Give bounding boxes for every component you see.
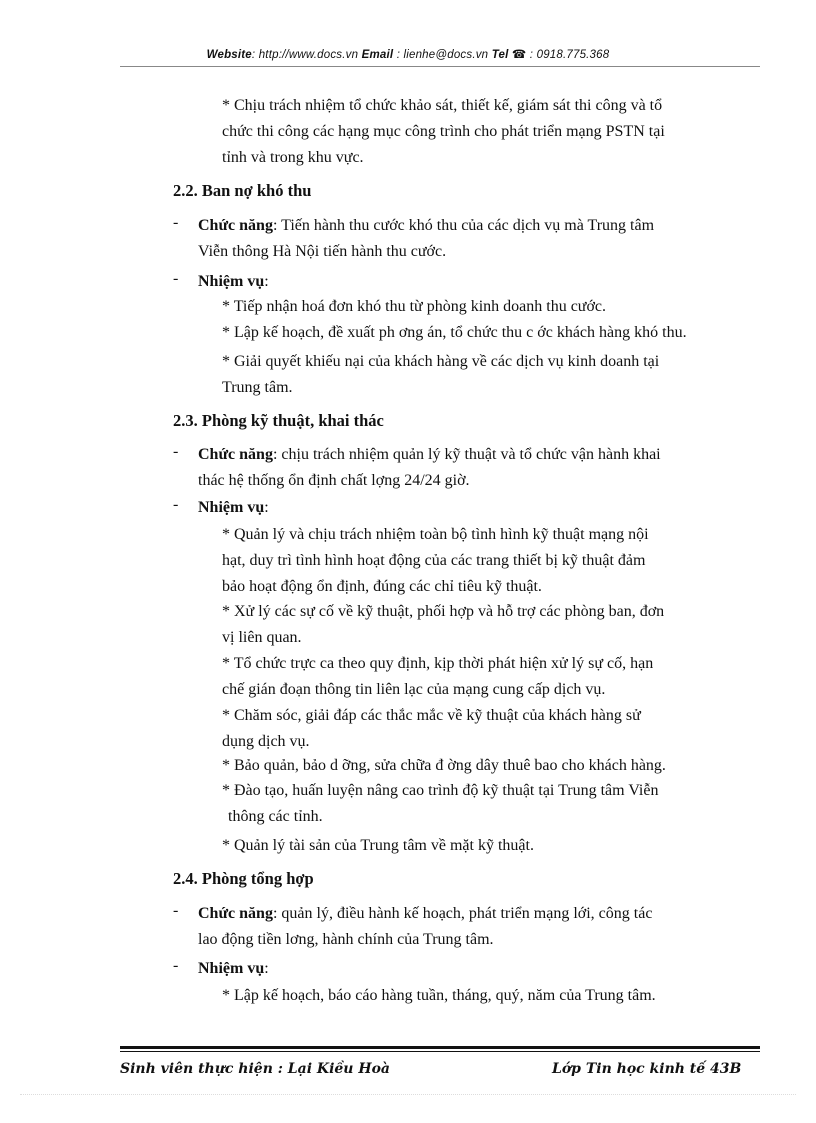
footer-rule-thick bbox=[120, 1046, 760, 1049]
s22-nhiem-vu bbox=[198, 269, 269, 295]
s22-item-3: * Giải quyết khiếu nại của khách hàng về các dịch vụ kinh doanh tại bbox=[222, 353, 660, 370]
s23-item-5: * Bảo quản, bảo d ỡng, sửa chữa đ ờng dây thuê bao cho khách hàng. bbox=[222, 757, 666, 774]
s23-chuc-nang-line-1 bbox=[198, 442, 661, 468]
s23-item-1-cont: hạt, duy trì tình hình hoạt động của các trang thiết bị kỹ thuật đảm bbox=[222, 552, 646, 569]
header-rule bbox=[120, 66, 760, 67]
nhiem-vu-label: Nhiệm vụ bbox=[198, 499, 265, 516]
intro-line-1: * Chịu trách nhiệm tổ chức khảo sát, thiết kế, giám sát thi công và tổ bbox=[222, 97, 663, 114]
section-heading-2-2: 2.2. Ban nợ khó thu bbox=[173, 181, 312, 200]
s24-item-1: * Lập kế hoạch, báo cáo hàng tuần, tháng, quý, năm của Trung tâm. bbox=[222, 987, 656, 1004]
tel-value: ☎ : 0918.775.368 bbox=[511, 49, 610, 61]
s23-item-7: * Quản lý tài sản của Trung tâm về mặt kỹ thuật. bbox=[222, 837, 534, 854]
bullet-dash: - bbox=[173, 496, 179, 513]
s22-item-3-cont: Trung tâm. bbox=[222, 379, 293, 396]
page-header bbox=[0, 47, 816, 61]
s23-item-3-cont: chế gián đoạn thông tin liên lạc của mạng cung cấp dịch vụ. bbox=[222, 681, 606, 698]
page-bottom-dotted-line bbox=[20, 1094, 796, 1095]
bullet-dash: - bbox=[173, 270, 179, 287]
bullet-dash: - bbox=[173, 214, 179, 231]
intro-line-3: tỉnh và trong khu vực. bbox=[222, 149, 364, 166]
s23-item-6-cont: thông các tỉnh. bbox=[228, 808, 323, 825]
bullet-dash: - bbox=[173, 957, 179, 974]
colon: : bbox=[264, 273, 269, 290]
s23-item-2: * Xử lý các sự cố về kỹ thuật, phối hợp và hỗ trợ các phòng ban, đơn bbox=[222, 603, 665, 620]
bullet-dash: - bbox=[173, 443, 179, 460]
s23-item-3: * Tổ chức trực ca theo quy định, kịp thời phát hiện xử lý sự cố, hạn bbox=[222, 655, 654, 672]
s22-item-2: * Lập kế hoạch, đề xuất ph ơng án, tổ chức thu c ớc khách hàng khó thu. bbox=[222, 324, 687, 341]
chuc-nang-label: Chức năng bbox=[198, 217, 273, 234]
s23-item-2-cont: vị liên quan. bbox=[222, 629, 302, 646]
bullet-dash: - bbox=[173, 902, 179, 919]
s23-nhiem-vu bbox=[198, 495, 269, 521]
s22-chuc-nang-line-2: Viễn thông Hà Nội tiến hành thu cước. bbox=[198, 243, 447, 260]
s22-item-1: * Tiếp nhận hoá đơn khó thu từ phòng kinh doanh thu cước. bbox=[222, 298, 607, 315]
s24-chuc-nang-line-2: lao động tiền lơng, hành chính của Trung tâm. bbox=[198, 931, 494, 948]
colon: : bbox=[264, 960, 269, 977]
s23-item-4-cont: dụng dịch vụ. bbox=[222, 733, 310, 750]
s23-item-4: * Chăm sóc, giải đáp các thắc mắc về kỹ thuật của khách hàng sử bbox=[222, 707, 641, 724]
email-value: : lienhe@docs.vn bbox=[396, 49, 489, 61]
footer-student: Sinh viên thực hiện : Lại Kiều Hoà bbox=[120, 1061, 390, 1077]
email-label: Email bbox=[361, 49, 394, 61]
chuc-nang-label: Chức năng bbox=[198, 905, 273, 922]
s24-nhiem-vu bbox=[198, 956, 269, 982]
website-value: : http://www.docs.vn bbox=[251, 49, 359, 61]
nhiem-vu-label: Nhiệm vụ bbox=[198, 960, 265, 977]
s23-chuc-nang-line-2: thác hệ thống ổn định chất lợng 24/24 giờ. bbox=[198, 472, 470, 489]
footer-rule-thin bbox=[120, 1051, 760, 1052]
section-heading-2-3: 2.3. Phòng kỹ thuật, khai thác bbox=[173, 411, 384, 430]
s24-chuc-nang-line-1 bbox=[198, 901, 652, 927]
chuc-nang-label: Chức năng bbox=[198, 446, 273, 463]
s23-item-1: * Quản lý và chịu trách nhiệm toàn bộ tình hình kỹ thuật mạng nội bbox=[222, 526, 649, 543]
s23-item-6: * Đào tạo, huấn luyện nâng cao trình độ kỹ thuật tại Trung tâm Viễn bbox=[222, 782, 659, 799]
chuc-nang-text: : quản lý, điều hành kế hoạch, phát triển mạng lới, công tác bbox=[272, 905, 653, 922]
s22-chuc-nang-line-1 bbox=[198, 213, 654, 239]
colon: : bbox=[264, 499, 269, 516]
s23-item-1-cont: bảo hoạt động ổn định, đúng các chỉ tiêu kỹ thuật. bbox=[222, 578, 542, 595]
chuc-nang-text: : Tiến hành thu cước khó thu của các dịch vụ mà Trung tâm bbox=[272, 217, 655, 234]
tel-label: Tel bbox=[491, 49, 509, 61]
intro-line-2: chức thi công các hạng mục công trình cho phát triển mạng PSTN tại bbox=[222, 123, 665, 140]
footer-class: Lớp Tin học kinh tế 43B bbox=[552, 1061, 742, 1077]
website-label: Website bbox=[206, 49, 252, 61]
section-heading-2-4: 2.4. Phòng tổng hợp bbox=[173, 869, 314, 888]
nhiem-vu-label: Nhiệm vụ bbox=[198, 273, 265, 290]
chuc-nang-text: : chịu trách nhiệm quản lý kỹ thuật và tổ chức vận hành khai bbox=[272, 446, 661, 463]
